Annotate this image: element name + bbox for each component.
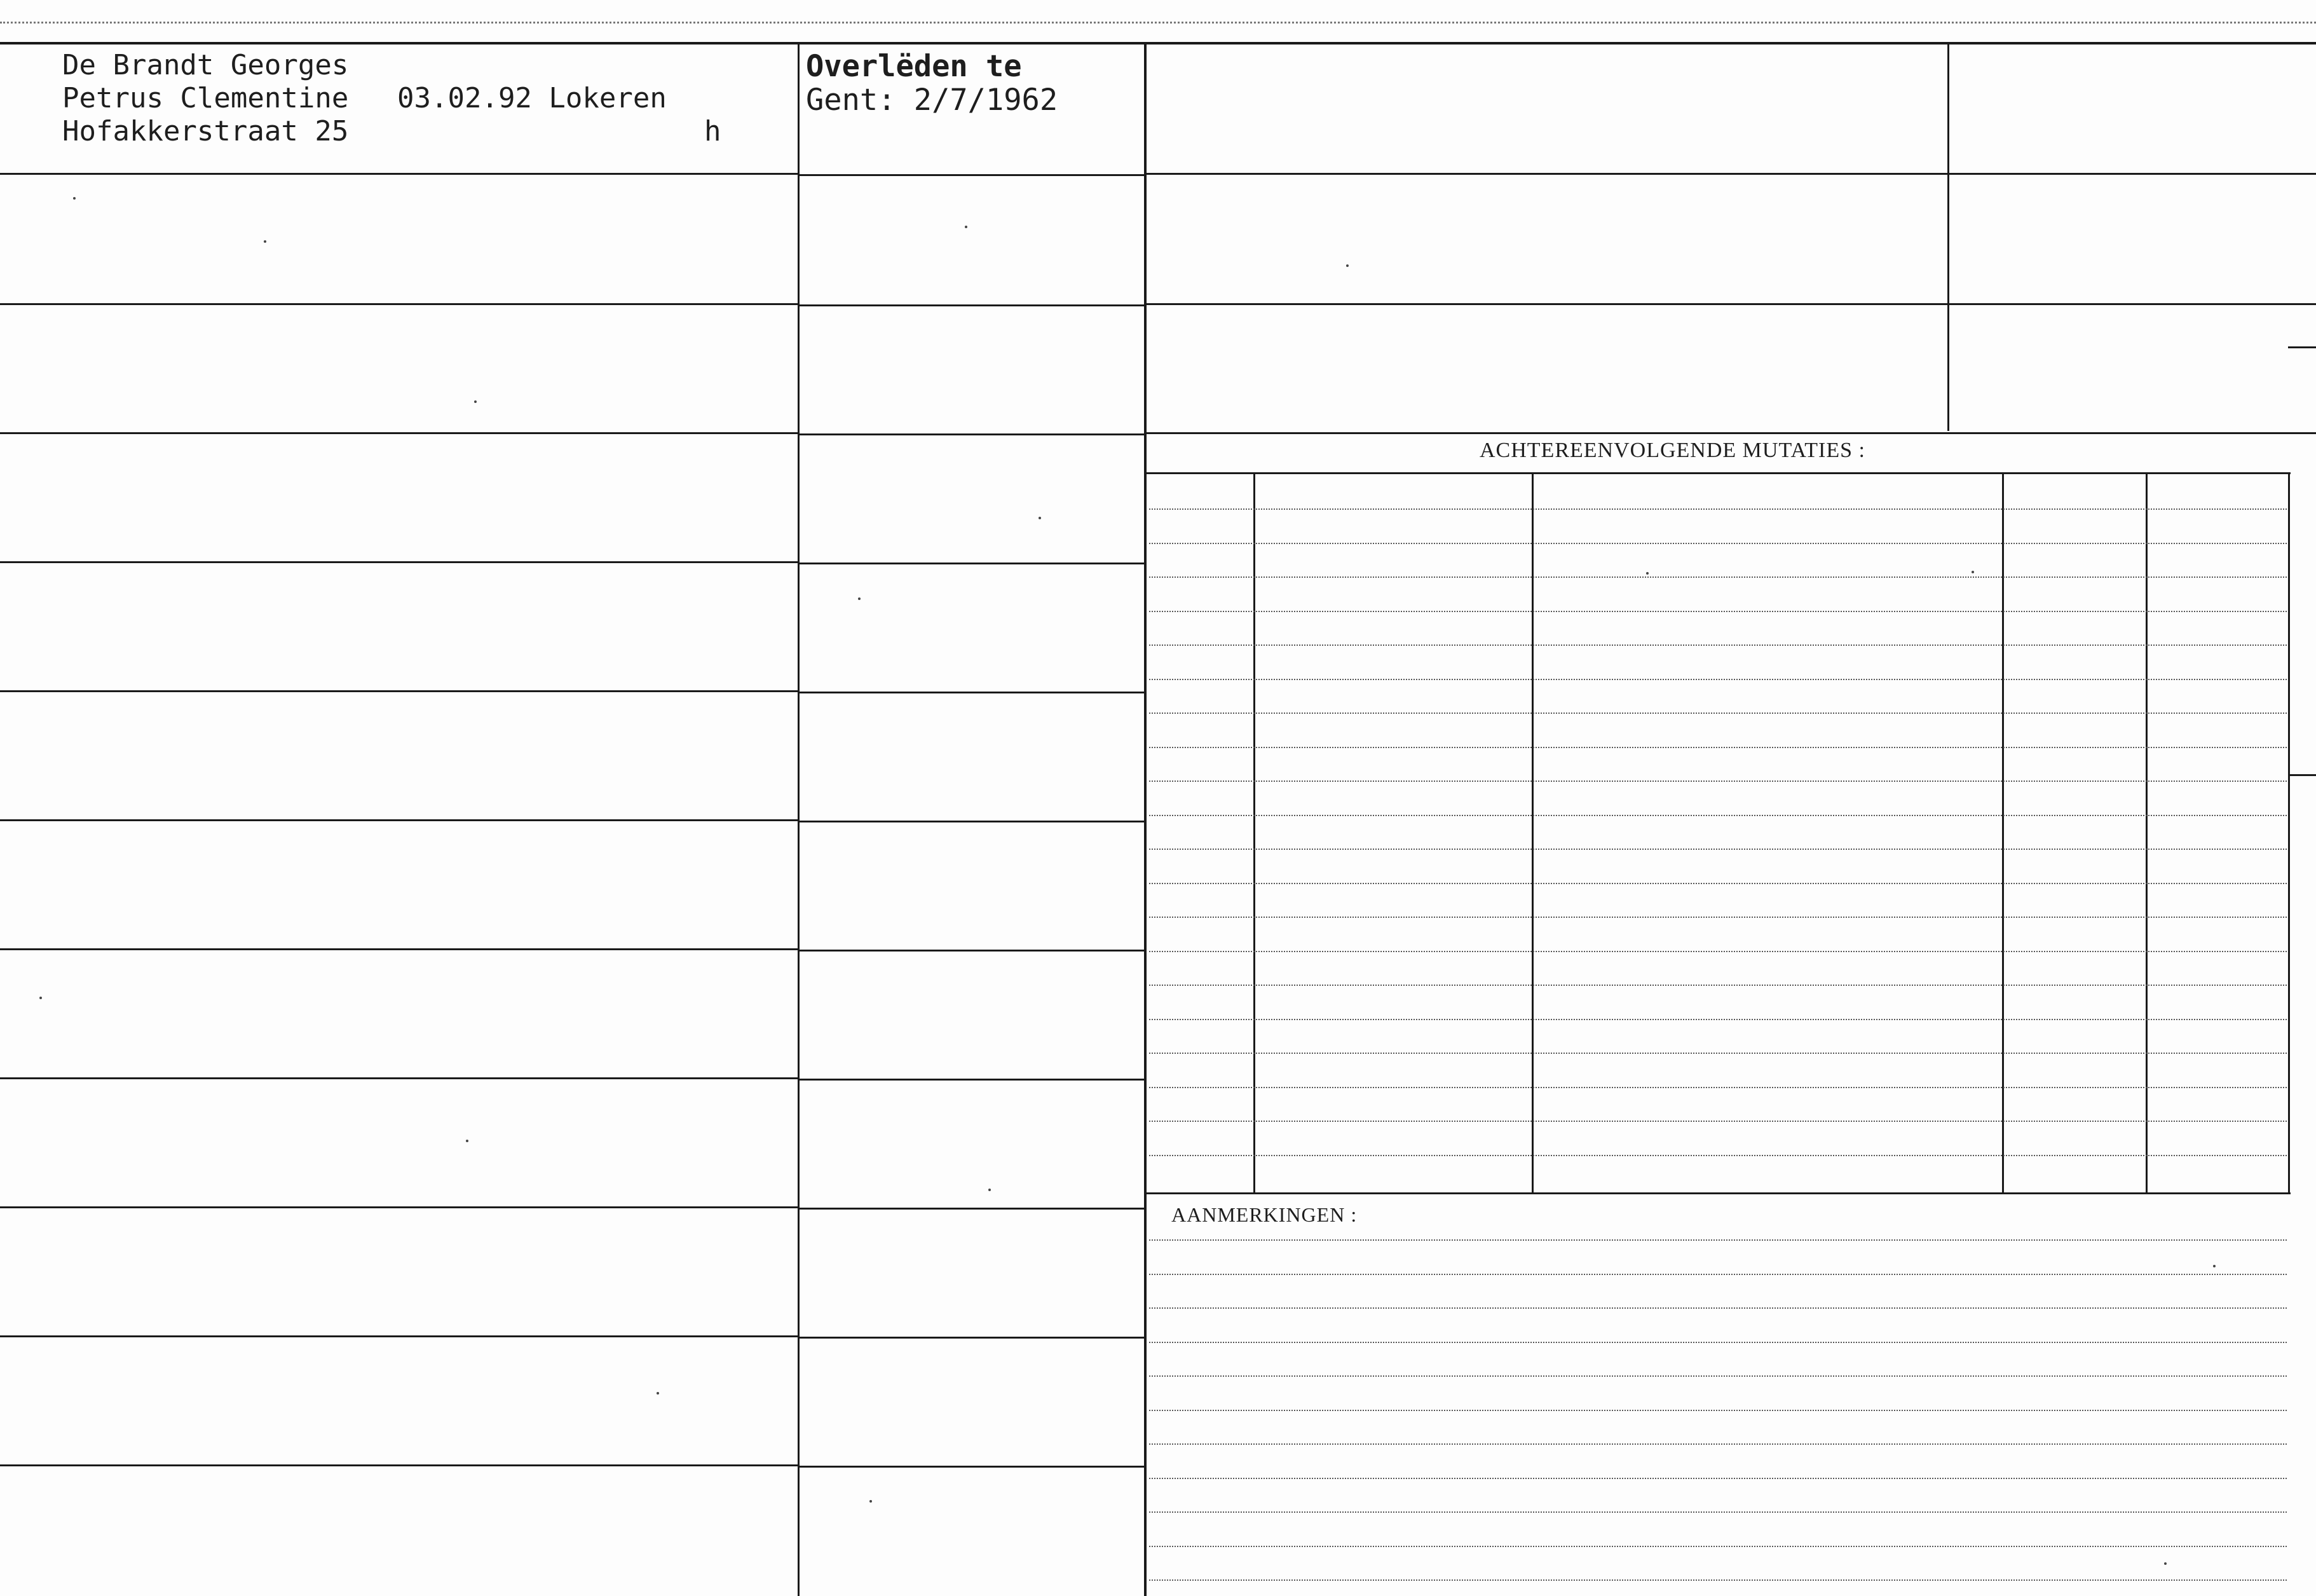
mutation-row-line (1149, 1087, 2287, 1088)
mutation-row-line (1149, 951, 2287, 952)
note-row-rule (800, 1337, 1144, 1339)
left-row-rule (0, 1464, 798, 1466)
note-row-rule (800, 304, 1144, 306)
note-row-rule (800, 1079, 1144, 1081)
left-row-rule (0, 1077, 798, 1079)
remark-row-line (1149, 1274, 2287, 1275)
upper-right-rule-2 (1147, 303, 2316, 305)
paper-speck (1346, 264, 1349, 267)
note-row-rule (800, 174, 1144, 176)
paper-speck (1646, 572, 1649, 575)
record-marker: h (704, 115, 721, 147)
death-note-line-2: Gent: 2/7/1962 (806, 83, 1058, 118)
paper-speck (2213, 1265, 2216, 1267)
mutation-row-line (1149, 815, 2287, 816)
address-line: Hofakkerstraat 25 (62, 115, 349, 147)
paper-speck (39, 997, 42, 999)
remark-row-line (1149, 1410, 2287, 1411)
paper-speck (657, 1392, 659, 1395)
remarks-heading: AANMERKINGEN : (1171, 1203, 1358, 1226)
mutation-row-line (1149, 1121, 2287, 1122)
left-row-rule (0, 1335, 798, 1337)
mutation-row-line (1149, 713, 2287, 714)
paper-speck (466, 1140, 468, 1142)
upper-right-rule-1 (1147, 173, 2316, 175)
remark-row-line (1149, 1342, 2287, 1343)
mutation-row-line (1149, 1019, 2287, 1020)
paper-speck (858, 597, 861, 600)
death-note-line-1: Overlëden te (806, 49, 1022, 84)
remark-row-line (1149, 1579, 2287, 1581)
note-row-rule (800, 950, 1144, 951)
left-row-rule (0, 819, 798, 821)
paper-speck (965, 226, 967, 228)
paper-speck (264, 240, 266, 243)
mutation-row-line (1149, 849, 2287, 850)
mutation-row-line (1149, 917, 2287, 918)
remark-row-line (1149, 1307, 2287, 1309)
left-row-rule (0, 561, 798, 563)
paper-speck (869, 1500, 872, 1503)
paper-speck (988, 1189, 991, 1191)
top-edge-trace (0, 22, 2316, 24)
mutation-row-line (1149, 576, 2287, 578)
note-row-rule (800, 1466, 1144, 1468)
divider-note-column (1144, 44, 1147, 1596)
mutations-table-top (1147, 472, 2291, 474)
mutations-table-bottom (1147, 1192, 2291, 1194)
paper-speck (1972, 571, 1974, 573)
mutation-row-line (1149, 1155, 2287, 1156)
remark-row-line (1149, 1239, 2287, 1241)
remark-row-line (1149, 1511, 2287, 1513)
remark-row-line (1149, 1478, 2287, 1479)
note-row-rule (800, 1208, 1144, 1210)
mutation-row-line (1149, 611, 2287, 612)
mutation-row-line (1149, 543, 2287, 544)
paper-speck (1039, 517, 1041, 519)
paper-speck (474, 400, 477, 403)
upper-right-rule-3 (1147, 432, 2316, 434)
mutation-row-line (1149, 985, 2287, 986)
paper-speck (2164, 1562, 2167, 1565)
left-row-rule (0, 948, 798, 950)
note-row-rule (800, 821, 1144, 822)
mutation-row-line (1149, 679, 2287, 680)
margin-tick-2 (2288, 774, 2316, 776)
mutation-row-line (1149, 1053, 2287, 1054)
birth-date-place: 03.02.92 Lokeren (397, 82, 667, 114)
name-line-2: Petrus Clementine (62, 82, 349, 114)
mutation-row-line (1149, 747, 2287, 748)
note-row-rule (800, 433, 1144, 435)
paper-speck (73, 197, 76, 200)
mutations-table-right (2288, 472, 2290, 1194)
mutation-row-line (1149, 883, 2287, 884)
remark-row-line (1149, 1546, 2287, 1547)
left-row-rule (0, 303, 798, 305)
mutations-heading: ACHTEREENVOLGENDE MUTATIES : (1480, 439, 1865, 462)
left-row-rule (0, 690, 798, 692)
left-row-rule (0, 173, 798, 175)
top-border (0, 42, 2316, 44)
mutation-row-line (1149, 781, 2287, 782)
note-row-rule (800, 692, 1144, 693)
left-row-rule (0, 432, 798, 434)
remark-row-line (1149, 1443, 2287, 1445)
note-row-rule (800, 563, 1144, 564)
name-line-1: De Brandt Georges (62, 49, 349, 81)
mutation-row-line (1149, 645, 2287, 646)
margin-tick-1 (2288, 346, 2316, 348)
mutation-row-line (1149, 508, 2287, 510)
divider-upper-right (1947, 44, 1949, 431)
remark-row-line (1149, 1375, 2287, 1377)
left-row-rule (0, 1206, 798, 1208)
